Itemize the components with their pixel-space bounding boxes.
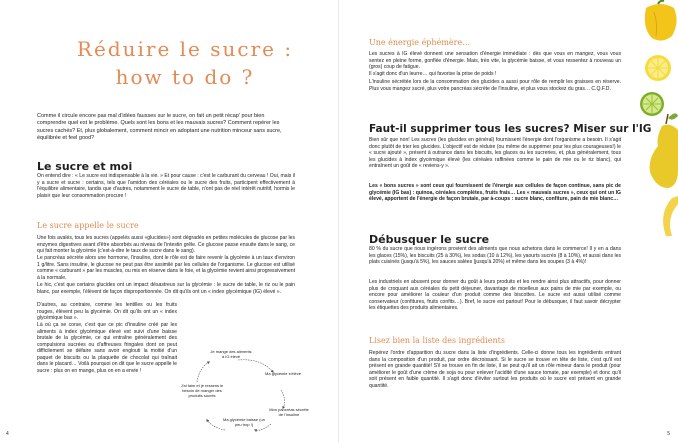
- section2-paragraph-3: Le hic, c'est que certains glucides ont un impact désastreux sur la glycémie : le sucre de table, le riz ou le pain blanc, par exemple, l'élèvent de façon disproportionnée. On dit qu'ils ont un « index glycémique (IG) élevé ».: [37, 282, 295, 295]
- lemon-slice-icon: [645, 55, 671, 81]
- page-number-right: 5: [667, 431, 670, 437]
- s2-paragraph-2: Les « bons sucres » sont ceux qui fournissent de l'énergie aux cellules de façon continue, sans pic de glycémie (IG bas) : quinoa, céréales complètes, fruits frais… Les « mauvais sucres », ceux qui ont un IG élevé, apportent de l'énergie de façon brutale, par à-coups : sucre blanc, confiture, pain de mie blanc…: [369, 183, 621, 202]
- section1-text: On entend dire : « Le sucre est indispensable à la vie. » Et pour cause : c'est le carburant du cerveau ! Oui, mais il y a sucre et sucre : certains, tels que l'amidon des céréales ou le sucre des fruits, participent effectivement à l'équilibre alimentaire, tandis que d'autres, notamment le sucre de table, n'ont pas de réel intérêt nutritif, hormis le plaisir que leur consommation procure !: [37, 173, 295, 199]
- right-page: [339, 0, 678, 443]
- cycle-step-insulin: Mon pancréas sécrète de l'insuline: [269, 407, 309, 417]
- arrow-2: [281, 390, 285, 408]
- s1-paragraph-2: Il s'agit donc d'un leurre… qui favorise la prise de poids !: [369, 71, 497, 77]
- s1-paragraph-3: L'insuline sécrétée lors de la consommation des glucides a aussi pour rôle de remplir les graisses en réserve. Plus vous mangez sucré, plus votre pancréas sécrète de l'insuline, et plus vous stockez du gras… C.Q.F.D.: [369, 79, 621, 92]
- section-title-liste-ingredients: Lisez bien la liste des ingrédients: [369, 336, 505, 345]
- s4-paragraph-1: Repérez l'ordre d'apparition du sucre dans la liste d'ingrédients. Celle-ci donne tous les ingrédients entrant dans la composition d'un produit, par ordre décroissant. Si le sucre se trouve en tête de liste, c'est qu'il est présent en grande quantité! S'il se trouve en fin de liste, il se peut qu'il ait un rôle mineur dans le produit (pour améliorer le goût d'une crème de soja ou pour enlever l'acidité d'une sauce tomate, par exemple) et donc qu'il soit présent en faible quantité. Il s'agit donc d'éviter surtout les produits où le sucre est présent en grande quantité.: [369, 350, 621, 389]
- section2-paragraph-4: D'autres, au contraire, comme les lentilles ou les fruits rouges, élèvent peu la glycémie. On dit qu'ils ont un « index glycémique bas ».: [37, 302, 177, 321]
- section2-paragraph-1: Une fois avalés, tous les sucres (appelés aussi «glucides») sont dégradés en petites molécules de glucose par les enzymes digestives avant d'être absorbés au niveau de l'intestin grêle. Ce glucose passe ensuite dans le sang, ce qui fait monter la glycémie (c'est-à-dire le taux de sucre dans le sang).: [37, 235, 295, 254]
- cycle-step-hunger: J'ai faim et je ressens le besoin de manger des produits sucrés: [180, 383, 224, 398]
- s3-paragraph-1: 80 % du sucre que nous ingérons provient des aliments que nous achetons dans le commerce! Il y en a dans les glaces (15%), les biscuits (25 à 30%), les sodas (10 à 12%), les yaourts sucrés (8 à 10%), et aussi dans les plats cuisinés (jusqu'à 5%), les sauces salées (jusqu'à 20%) et même dans les soupes (3 à 4%)!: [369, 246, 621, 265]
- page-title-line2: how to do ?: [115, 65, 255, 89]
- section-title-le-sucre-et-moi: Le sucre et moi: [37, 160, 133, 173]
- s3-paragraph-2: Les industriels en abusent pour donner du goût à leurs produits et les rendre ainsi plus attractifs, pour donner plus de croquant aux céréales du petit déjeuner, davantage de moelleux aux pains de mie par exemple, ou encore pour améliorer la couleur d'un produit comme des biscottes. Le sucre est aussi utilisé comme conservateur (confitures, fruits confits…). Bref, le sucre est partout! Pour le débusquer, il faut savoir décrypter les étiquettes des produits alimentaires.: [369, 279, 621, 311]
- yellow-pepper-icon: [645, 1, 677, 41]
- section-title-debusquer-sucre: Débusquer le sucre: [369, 233, 490, 246]
- pear-icon: [650, 113, 678, 188]
- s2-paragraph-1: Bien sûr que non! Les sucres (les glucides en général) fournissent l'énergie dont l'organisme a besoin. Il s'agit donc plutôt de trier les glucides. L'objectif est de réduire (ou même de supprimer pour les plus courageuses!) le « sucre ajouté », présent à outrance dans les biscuits, les glaces ou les sucreries, et, plus généralement, tous les glucides à index glycémique élevé (les céréales raffinées comme le pain de mie ou le riz blanc), qui entraînent un goût de « reviens-y ».: [369, 137, 621, 169]
- lime-slice-icon: [640, 92, 664, 116]
- intro-paragraph: Comme il circule encore pas mal d'idées fausses sur le sucre, on fait un petit récap' pour bien comprendre quel est le problème. Quels sont les bons et les mauvais sucres? Comment repérer les sucres cachés? Et, plus globalement, comment mincir en adoptant une nutrition minceur sans sucre, équilibrée et feel good?: [37, 113, 282, 142]
- page-number-left: 4: [6, 431, 9, 437]
- section2-paragraph-2: Le pancréas sécrète alors une hormone, l'insuline, dont le rôle est de faire revenir la glycémie à un taux d'environ 1 g/litre. Sans insuline, le glucose ne peut pas être assimilé par les cellules de l'organisme. Le glucose est utilisé comme « carburant » par les muscles, ou mis en réserve dans le foie, et la glycémie revient ainsi progressivement à la normale.: [37, 255, 295, 281]
- s1-paragraph-1: Les sucres à IG élevé donnent une sensation d'énergie immédiate : dès que vous en mangez, vous vous sentez en pleine forme, gonflée d'énergie. Mais, très vite, la glycémie baisse, et vous ressentez à nouveau un (gros) coup de fatigue.: [369, 51, 621, 70]
- cycle-step-eat-high-ig: Je mange des aliments à IG élevé: [210, 349, 252, 359]
- section-title-sucre-appelle-sucre: Le sucre appelle le sucre: [37, 221, 139, 230]
- banana-icon: [663, 196, 678, 236]
- glycemia-cycle-diagram: [180, 349, 313, 436]
- section2-paragraph-5: Là où ça se corse, c'est que ce pic d'insuline créé par les aliments à index glycémique élevé est suivi d'une baisse brutale de la glycémie, ce qui entraîne généralement des compulsions sucrées ou d'affreuses fringales dont on peut difficilement se défaire sans avoir englouti la moitié d'un paquet de biscuits ou la plaquette de chocolat qui traînait dans le placard… Voilà pourquoi on dit que le sucre appelle le sucre : plus on en mange, plus on en a envie !: [37, 322, 177, 374]
- section-title-energie-ephemere: Une énergie éphémère…: [369, 38, 471, 47]
- cycle-step-glycemia-drops: Ma glycémie baisse (un peu trop !): [222, 417, 266, 427]
- section-title-supprimer-sucres: Faut-il supprimer tous les sucres? Miser sur l'IG: [369, 123, 652, 135]
- fruit-illustrations: [628, 0, 678, 240]
- page-title-line1: Réduire le sucre :: [76, 37, 294, 61]
- cycle-step-glycemia-rises: Ma glycémie s'élève: [265, 371, 301, 376]
- arrow-5: [197, 362, 209, 382]
